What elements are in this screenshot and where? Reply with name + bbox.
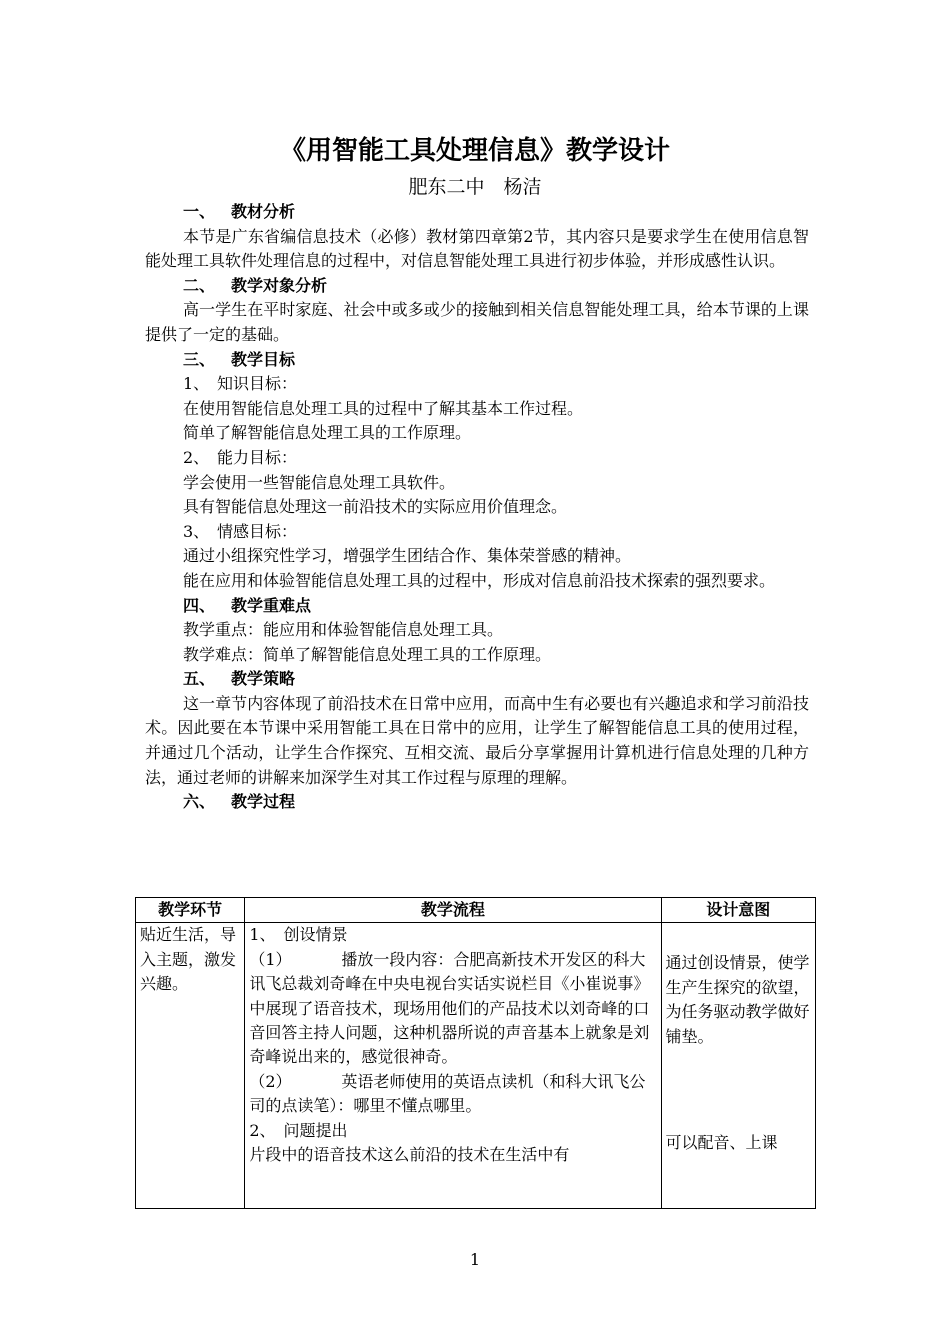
intent-text: 通过创设情景，使学生产生探究的欲望，为任务驱动教学做好铺垫。 [665, 953, 810, 1046]
document-author: 肥东二中 杨洁 [408, 176, 542, 198]
paragraph: 具有智能信息处理这一前沿技术的实际应用价值理念。 [183, 497, 568, 517]
paragraph: 教学难点：简单了解智能信息处理工具的工作原理。 [183, 644, 552, 664]
flow-step-number: （1） [249, 949, 292, 969]
paragraph: 教学重点：能应用和体验智能信息处理工具。 [183, 620, 504, 640]
table-header-cell: 教学环节 [136, 898, 245, 923]
paragraph: 通过小组探究性学习，增强学生团结合作、集体荣誉感的精神。 [183, 546, 632, 566]
subheading-number: 1、 [183, 374, 210, 394]
subheading-number: 2、 [183, 447, 210, 467]
section-number: 六、 [183, 792, 216, 812]
section-heading [145, 594, 809, 619]
flow-step-text: 播放一段内容：合肥高新技术开发区的科大讯飞总裁刘奇峰在中央电视台实话实说栏目《小崔说事》中展现了语音技术，现场用他们的产品技术以刘奇峰的口音回答主持人问题，这种机器所说的声音基本上就象是刘奇峰说出来的，感觉很神奇。 [249, 949, 650, 1067]
page-number: 1 [469, 1250, 481, 1269]
section-number: 四、 [183, 595, 216, 615]
section-heading [145, 348, 809, 373]
section-number: 一、 [183, 202, 216, 221]
subheading [145, 372, 809, 397]
intent-cell [661, 923, 815, 1209]
section-number: 五、 [183, 669, 216, 689]
paragraph: 这一章节内容体现了前沿技术在日常中应用，而高中生有必要也有兴趣追求和学习前沿技术。因此要在本节课中采用智能工具在日常中的应用，让学生了解智能信息工具的使用过程，并通过几个活动，让学生合作探究、互相交流、最后分享掌握用计算机进行信息处理的几种方法，通过老师的讲解来加深学生对其工作过程与原理的理解。 [145, 693, 809, 787]
section-title: 教学策略 [231, 669, 296, 689]
section-heading [145, 274, 809, 299]
paragraph: 高一学生在平时家庭、社会中或多或少的接触到相关信息智能处理工具，给本节课的上课提供了一定的基础。 [145, 300, 809, 344]
subheading-number: 3、 [183, 521, 210, 541]
flow-cell [245, 923, 661, 1209]
flow-step [249, 1070, 656, 1119]
intent-text: 可以配音、上课 [665, 1133, 778, 1153]
flow-step-number: （2） [249, 1071, 292, 1091]
stage-cell: 贴近生活，导入主题，激发兴趣。 [136, 923, 245, 1209]
paragraph: 本节是广东省编信息技术（必修）教材第四章第2节，其内容只是要求学生在使用信息智能处理工具软件处理信息的过程中，对信息智能处理工具进行初步体验，并形成感性认识。 [145, 226, 809, 271]
table-header-row [136, 898, 816, 923]
flow-step: 2、 问题提出 [249, 1120, 348, 1140]
section-title: 教学重难点 [231, 595, 312, 615]
subheading-title: 情感目标： [217, 521, 298, 541]
subheading-title: 能力目标： [217, 447, 298, 467]
section-heading [145, 200, 809, 225]
subheading-title: 知识目标： [217, 374, 298, 394]
teaching-process-table [135, 897, 816, 1209]
subheading [145, 446, 809, 471]
paragraph: 简单了解智能信息处理工具的工作原理。 [183, 423, 472, 443]
flow-step [249, 948, 656, 1070]
flow-step: 片段中的语音技术这么前沿的技术在生活中有 [249, 1145, 570, 1165]
table-header-cell: 教学流程 [245, 898, 661, 923]
document-title: 《用智能工具处理信息》教学设计 [279, 136, 670, 166]
section-title: 教材分析 [231, 202, 296, 221]
section-title: 教学过程 [231, 792, 296, 812]
spacer [666, 923, 811, 951]
section-title: 教学对象分析 [231, 275, 328, 295]
section-number: 三、 [183, 349, 216, 369]
section-heading [145, 667, 809, 692]
subheading [145, 520, 809, 545]
flow-step: 1、 创设情景 [249, 925, 348, 945]
flow-step-text: 英语老师使用的英语点读机（和科大讯飞公司的点读笔）：哪里不懂点哪里。 [249, 1071, 646, 1116]
document-body [145, 200, 809, 815]
paragraph: 学会使用一些智能信息处理工具软件。 [183, 472, 456, 492]
paragraph: 在使用智能信息处理工具的过程中了解其基本工作过程。 [183, 398, 584, 418]
table-header-cell: 设计意图 [661, 898, 815, 923]
section-heading [145, 790, 809, 815]
spacer [666, 1049, 811, 1131]
section-number: 二、 [183, 275, 216, 295]
table-row [136, 923, 816, 1209]
paragraph: 能在应用和体验智能信息处理工具的过程中，形成对信息前沿技术探索的强烈要求。 [183, 570, 776, 590]
section-title: 教学目标 [231, 349, 296, 369]
